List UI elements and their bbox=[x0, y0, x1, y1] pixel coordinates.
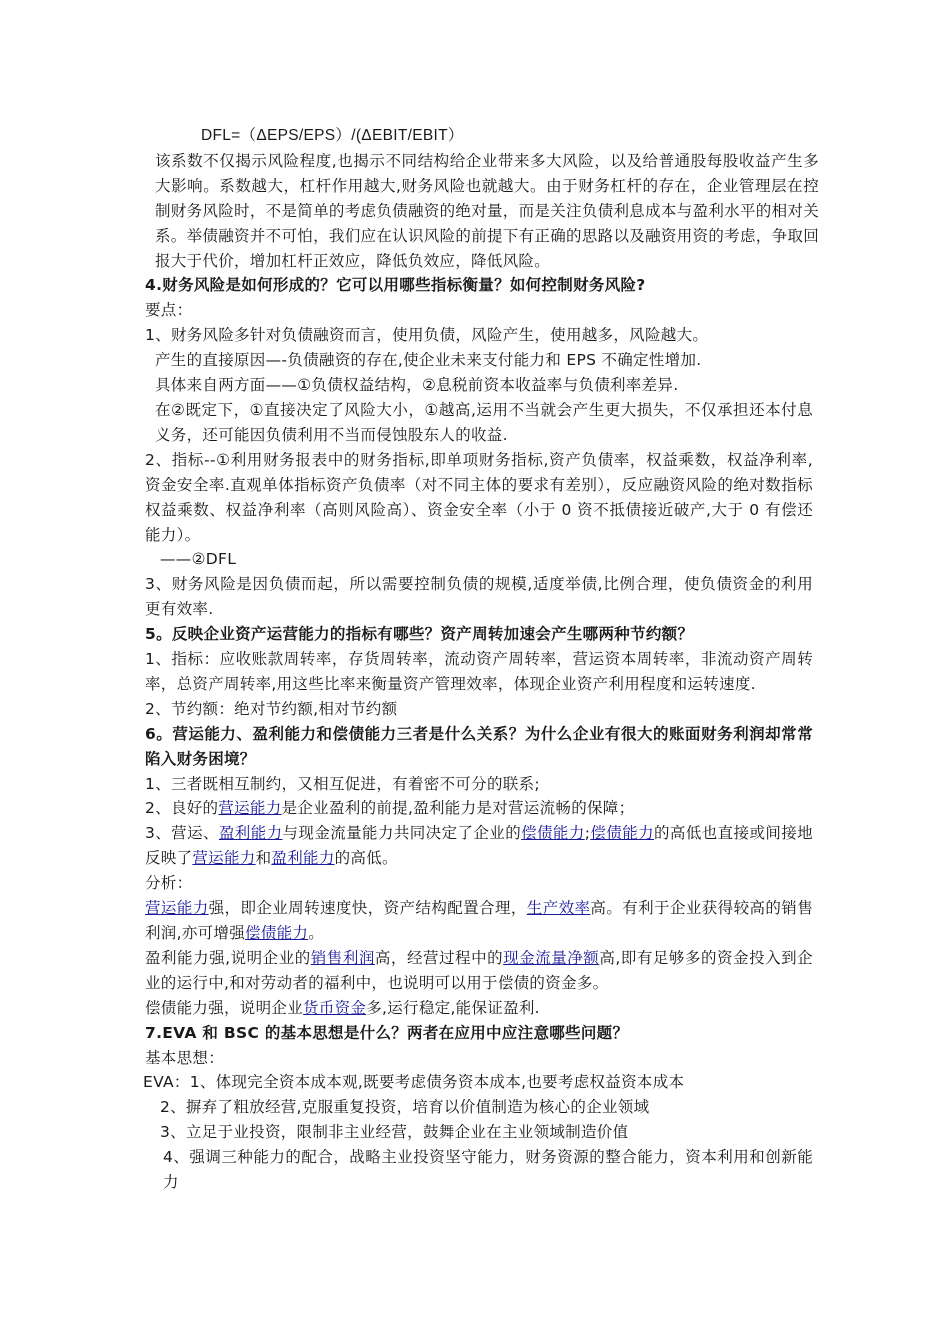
q6-analysis-yingyun bbox=[145, 896, 813, 946]
dfl-formula: DFL=（ΔEPS/EPS）/(ΔEBIT/EBIT） bbox=[201, 127, 464, 144]
link-xianjin-liuliang-jinge[interactable]: 现金流量净额 bbox=[503, 948, 600, 967]
text: 与现金流量能力共同决定了企业的 bbox=[282, 824, 522, 843]
q4-point-1-detail: 在②既定下，①直接决定了风险大小，①越高,运用不当就会产生更大损失，不仅承担还本付息义务，还可能因负债利用不当而侵蚀股东人的收益. bbox=[155, 400, 813, 444]
q7-eva-point-1: EVA：1、体现完全资本成本观,既要考虑债务资本成本,也要考虑权益资本成本 bbox=[143, 1073, 685, 1092]
text: 多,运行稳定,能保证盈利. bbox=[366, 998, 540, 1017]
q4-point-1: 1、财务风险多针对负债融资而言，使用负债，风险产生，使用越多，风险越大。 bbox=[145, 326, 709, 345]
text: 盈利能力强,说明企业的 bbox=[145, 948, 311, 967]
text: 高,即有足够多的资金投入到企业的运行中,和对劳动者的福利中，也说明可以用于偿债的资金多。 bbox=[145, 948, 813, 992]
question-4-heading: 4.财务风险是如何形成的？它可以用哪些指标衡量？如何控制财务风险? bbox=[145, 276, 646, 295]
q6-point-1: 1、三者既相互制约，又相互促进，有着密不可分的联系; bbox=[145, 774, 540, 793]
q6-analysis-yingli bbox=[145, 946, 813, 996]
q6-analysis-changzhai bbox=[145, 996, 813, 1021]
text: 偿债能力强，说明企业 bbox=[145, 998, 304, 1017]
link-yingyun-nengli[interactable]: 营运能力 bbox=[145, 899, 209, 918]
link-changzhai-nengli[interactable]: 偿债能力 bbox=[590, 824, 655, 843]
text: 的高低也直接或间接地反映了 bbox=[145, 824, 813, 868]
text: 。 bbox=[308, 924, 325, 942]
q5-point-1: 1、指标：应收账款周转率，存货周转率，流动资产周转率，营运资本周转率，非流动资产周转率，总资产周转率,用这些比率来衡量资产管理效率，体现企业资产利用程度和运转速度. bbox=[145, 650, 813, 693]
link-changzhai-nengli[interactable]: 偿债能力 bbox=[521, 824, 585, 843]
link-yingli-nengli[interactable]: 盈利能力 bbox=[218, 824, 283, 843]
text: 2、良好的 bbox=[145, 799, 219, 818]
link-yingyun-nengli[interactable]: 营运能力 bbox=[192, 849, 256, 868]
text: 强，即企业周转速度快，资产结构配置合理， bbox=[208, 899, 527, 918]
link-huobi-zijin[interactable]: 货币资金 bbox=[303, 998, 367, 1017]
q7-eva-point-4: 4、强调三种能力的配合，战略主业投资坚守能力，财务资源的整合能力，资本利用和创新能力 bbox=[163, 1148, 813, 1192]
question-6-heading: 6。营运能力、盈利能力和偿债能力三者是什么关系？为什么企业有很大的账面财务利润却常常陷入财务困境？ bbox=[145, 724, 813, 768]
q4-point-1-cause: 产生的直接原因—-负债融资的存在,使企业未来支付能力和 EPS 不确定性增加. bbox=[155, 351, 702, 370]
q5-point-2: 2、节约额：绝对节约额,相对节约额 bbox=[145, 699, 398, 718]
q7-eva-point-2: 2、摒弃了粗放经营,克服重复投资，培育以价值制造为核心的企业领域 bbox=[160, 1098, 650, 1117]
link-shengchan-xiaolv[interactable]: 生产效率 bbox=[526, 899, 591, 918]
q4-point-3: 3、财务风险是因负债而起，所以需要控制负债的规模,适度举债,比例合理，使负债资金的利用更有效率. bbox=[145, 575, 813, 619]
q4-point-2: 2、指标--①利用财务报表中的财务指标,即单项财务指标,资产负债率，权益乘数，权益净利率,资金安全率.直观单体指标资产负债率（对不同主体的要求有差别），反应融资风险的绝对数指标权益乘数、权益净利率（高则风险高）、资金安全率（小于 0 资不抵债接近破产,大于 0 有偿还能力）。 bbox=[145, 450, 813, 544]
link-xiaoshou-lirun[interactable]: 销售利润 bbox=[310, 948, 375, 967]
link-yingyun-nengli[interactable]: 营运能力 bbox=[218, 799, 282, 818]
q6-point-2 bbox=[145, 796, 813, 821]
q4-point-2-dfl: ——②DFL bbox=[160, 550, 237, 569]
text: 的高低。 bbox=[334, 849, 398, 868]
q7-eva-point-3: 3、立足于业投资，限制非主业经营，鼓舞企业在主业领域制造价值 bbox=[160, 1123, 629, 1142]
q4-intro: 要点： bbox=[145, 301, 193, 320]
paragraph-dfl-explanation: 该系数不仅揭示风险程度,也揭示不同结构给企业带来多大风险，以及给普通股每股收益产生多大影响。系数越大，杠杆作用越大,财务风险也就越大。由于财务杠杆的存在，企业管理层在控制财务风险时，不是简单的考虑负债融资的绝对量，而是关注负债利息成本与盈利水平的相对关系。举债融资并不可怕，我们应在认识风险的前提下有正确的思路以及融资用资的考虑，争取回报大于代价，增加杠杆正效应，降低负效应，降低风险。 bbox=[155, 151, 819, 270]
q6-analysis-label: 分析： bbox=[145, 874, 193, 893]
text: 高，经营过程中的 bbox=[374, 948, 504, 967]
q7-intro: 基本思想： bbox=[145, 1048, 225, 1067]
text: 是企业盈利的前提,盈利能力是对营运流畅的保障； bbox=[281, 799, 635, 818]
q4-point-1-sources: 具体来自两方面——①负债权益结构，②息税前资本收益率与负债利率差异. bbox=[155, 376, 679, 395]
text: ; bbox=[584, 824, 591, 843]
q6-point-3 bbox=[145, 821, 813, 871]
text: 3、营运、 bbox=[145, 824, 219, 843]
text: 和 bbox=[255, 849, 272, 868]
link-yingli-nengli[interactable]: 盈利能力 bbox=[271, 849, 335, 868]
link-changzhai-nengli[interactable]: 偿债能力 bbox=[245, 924, 309, 942]
text: 高。有利于企业获得较高的销售利润,亦可增强 bbox=[145, 899, 814, 942]
document-page bbox=[143, 124, 819, 1195]
question-5-heading: 5。反映企业资产运营能力的指标有哪些？资产周转加速会产生哪两种节约额？ bbox=[145, 625, 694, 644]
question-7-heading: 7.EVA 和 BSC 的基本思想是什么？两者在应用中应注意哪些问题？ bbox=[145, 1023, 629, 1042]
